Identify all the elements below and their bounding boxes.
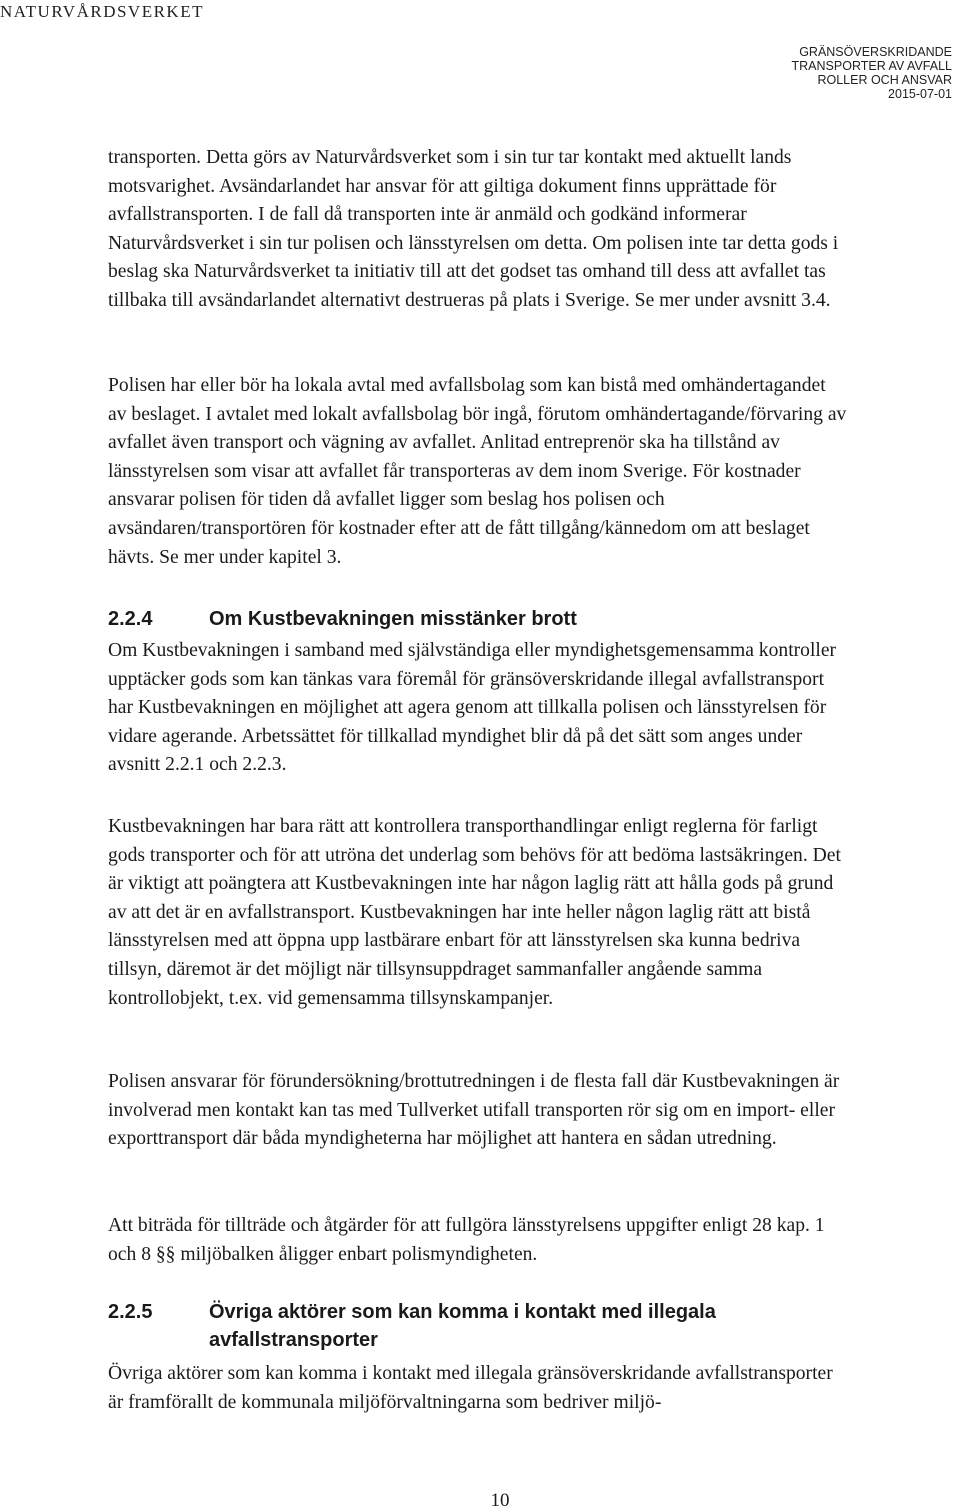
section-number: 2.2.4 bbox=[108, 608, 153, 630]
doc-header-line: ROLLER OCH ANSVAR bbox=[817, 73, 952, 87]
section-title: Övriga aktörer som kan komma i kontakt med illegala avfallstransporter bbox=[209, 1301, 716, 1351]
section-heading bbox=[108, 605, 848, 633]
section-heading bbox=[108, 1298, 848, 1354]
page-number: 10 bbox=[490, 1490, 510, 1511]
paragraph bbox=[108, 144, 848, 316]
paragraph-text: Övriga aktörer som kan komma i kontakt med illegala gränsöverskridande avfallstransporter är framförallt de kommunala miljöförvaltningarna som bedriver miljö- bbox=[108, 1363, 833, 1413]
paragraph bbox=[108, 637, 848, 780]
document-header bbox=[792, 45, 952, 101]
doc-header-line: GRÄNSÖVERSKRIDANDE bbox=[799, 45, 952, 59]
paragraph-text: transporten. Detta görs av Naturvårdsverket som i sin tur tar kontakt med aktuellt lands motsvarighet. Avsändarlandet har ansvar för att giltiga dokument finns upprättade för avfallstransporten. I de fall då transporten inte är anmäld och godkänd informerar Naturvårdsverket i sin tur polisen och länsstyrelsen om detta. Om polisen inte tar detta gods i beslag ska Naturvårdsverket ta initiativ till att det godset tas omhand till dess att avfallet tas tillbaka till avsändarlandet alternativt destrueras på plats i Sverige. Se mer under avsnitt 3.4. bbox=[108, 147, 839, 311]
paragraph bbox=[108, 1212, 848, 1269]
section-title: Om Kustbevakningen misstänker brott bbox=[209, 608, 577, 630]
paragraph-text: Om Kustbevakningen i samband med självständiga eller myndighetsgemensamma kontroller upptäcker gods som kan tänkas vara föremål för gränsöverskridande illegal avfallstransport har Kustbevakningen en möjlighet att agera genom att tillkalla polisen och länsstyrelsen för vidare agerande. Arbetssättet för tillkallad myndighet blir då på det sätt som anges under avsnitt 2.2.1 och 2.2.3. bbox=[108, 640, 837, 776]
section-number: 2.2.5 bbox=[108, 1301, 153, 1323]
paragraph bbox=[108, 813, 848, 1013]
org-logo: NATURVÅRDSVERKET bbox=[0, 2, 204, 21]
paragraph-text: Polisen ansvarar för förundersökning/brottutredningen i de flesta fall där Kustbevakningen är involverad men kontakt kan tas med Tullverket utifall transporten rör sig om en import- eller exporttransport där båda myndigheterna har möjlighet att hantera en sådan utredning. bbox=[108, 1071, 840, 1150]
paragraph bbox=[108, 372, 848, 572]
doc-header-line: TRANSPORTER AV AVFALL bbox=[791, 59, 952, 73]
paragraph-text: Kustbevakningen har bara rätt att kontrollera transporthandlingar enligt reglerna för farligt gods transporter och för att utröna det underlag som behövs för att bedöma lastsäkringen. Det är viktigt att poängtera att Kustbevakningen inte har någon laglig rätt att hålla gods på grund av att det är en avfallstransport. Kustbevakningen har inte heller någon laglig rätt att bistå länsstyrelsen med att öppna upp lastbärare enbart för att länsstyrelsen ska kunna bedriva tillsyn, däremot är det möjligt när tillsynsuppdraget sammanfaller angående samma kontrollobjekt, t.ex. vid gemensamma tillsynskampanjer. bbox=[108, 816, 841, 1009]
paragraph bbox=[108, 1068, 848, 1154]
paragraph bbox=[108, 1360, 848, 1417]
doc-header-date: 2015-07-01 bbox=[888, 87, 952, 101]
paragraph-text: Polisen har eller bör ha lokala avtal med avfallsbolag som kan bistå med omhändertagandet av beslaget. I avtalet med lokalt avfallsbolag bör ingå, förutom omhändertagande/förvaring av avfallet även transport och vägning av avfallet. Anlitad entreprenör ska ha tillstånd av länsstyrelsen som visar att avfallet får transporteras av dem inom Sverige. För kostnader ansvarar polisen för tiden då avfallet ligger som beslag hos polisen och avsändaren/transportören för kostnader efter att de fått tillgång/kännedom om att beslaget hävts. Se mer under kapitel 3. bbox=[108, 375, 847, 568]
paragraph-text: Att biträda för tillträde och åtgärder för att fullgöra länsstyrelsens uppgifter enligt 28 kap. 1 och 8 §§ miljöbalken åligger enbart polismyndigheten. bbox=[108, 1215, 825, 1265]
